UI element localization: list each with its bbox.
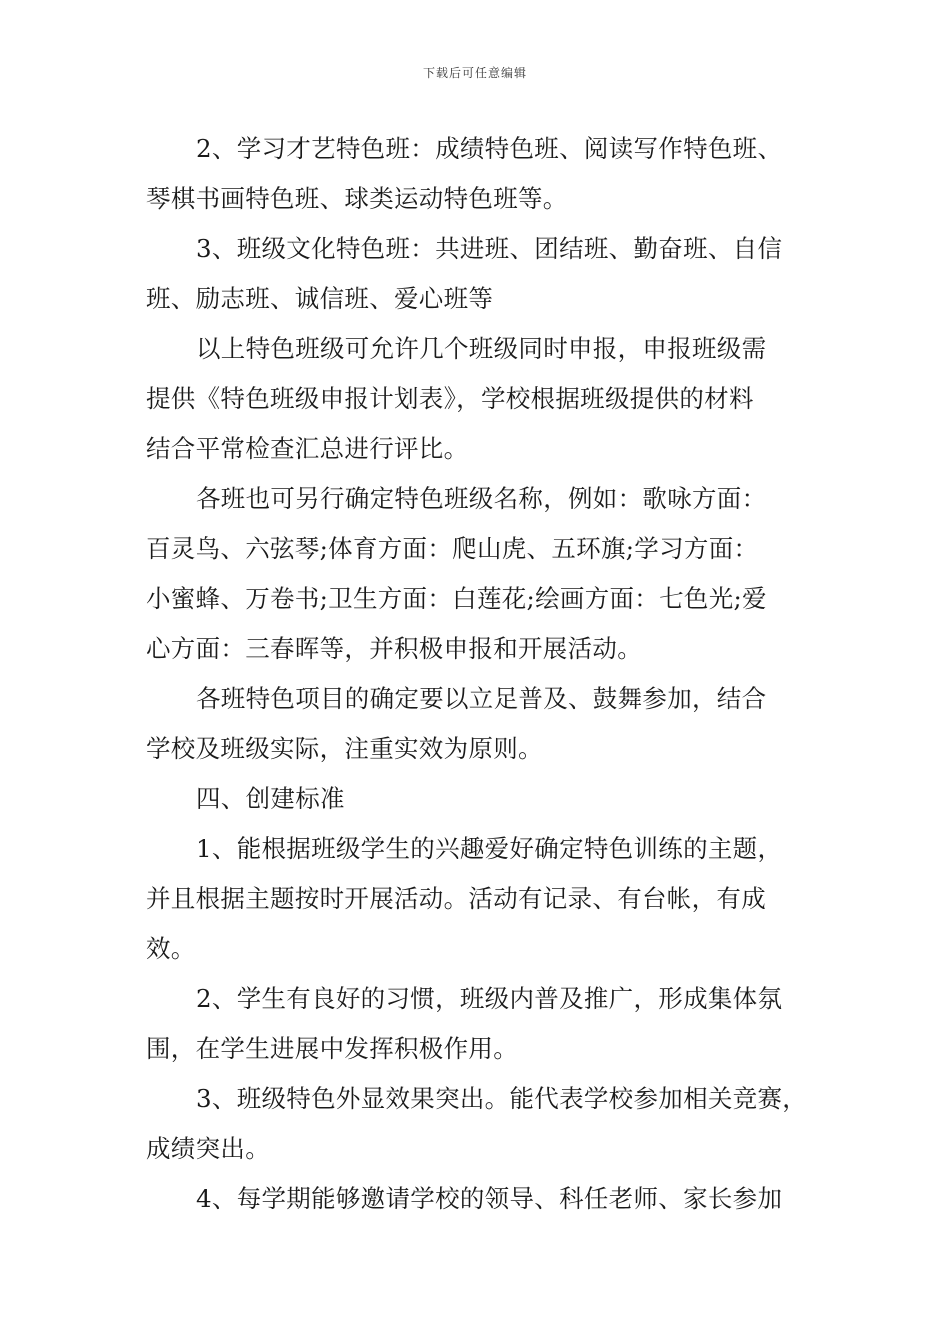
text-line: 效。 [146,934,196,963]
text-line: 成绩突出。 [146,1134,270,1163]
text-line: 并且根据主题按时开展活动。活动有记录、有台帐，有成 [146,884,766,913]
section-heading: 四、创建标准 [196,784,345,813]
text-line: 以上特色班级可允许几个班级同时申报，申报班级需 [196,334,767,363]
text-line: 围，在学生进展中发挥积极作用。 [146,1034,518,1063]
text-line: 2、学习才艺特色班：成绩特色班、阅读写作特色班、 [196,134,783,163]
text-line: 学校及班级实际，注重实效为原则。 [146,734,543,763]
text-line: 各班也可另行确定特色班级名称，例如：歌咏方面： [196,484,767,513]
text-line: 心方面：三春晖等，并积极申报和开展活动。 [146,634,642,663]
text-line: 2、学生有良好的习惯，班级内普及推广，形成集体氛 [196,984,783,1013]
text-line: 4、每学期能够邀请学校的领导、科任老师、家长参加 [196,1184,783,1213]
text-line: 琴棋书画特色班、球类运动特色班等。 [146,184,568,213]
text-line: 3、班级特色外显效果突出。能代表学校参加相关竞赛， [196,1084,808,1113]
text-line: 各班特色项目的确定要以立足普及、鼓舞参加，结合 [196,684,767,713]
text-line: 3、班级文化特色班：共进班、团结班、勤奋班、自信 [196,234,783,263]
text-line: 提供《特色班级申报计划表》，学校根据班级提供的材料 [146,384,754,413]
text-line: 结合平常检查汇总进行评比。 [146,434,469,463]
document-body [146,124,810,1224]
text-line: 百灵鸟、六弦琴;体育方面：爬山虎、五环旗;学习方面： [146,534,759,563]
page-header: 下载后可任意编辑 [422,66,527,80]
text-line: 小蜜蜂、万卷书;卫生方面：白莲花;绘画方面：七色光;爱 [146,584,767,613]
text-line: 班、励志班、诚信班、爱心班等 [146,284,494,313]
text-line: 1、能根据班级学生的兴趣爱好确定特色训练的主题， [196,834,783,863]
